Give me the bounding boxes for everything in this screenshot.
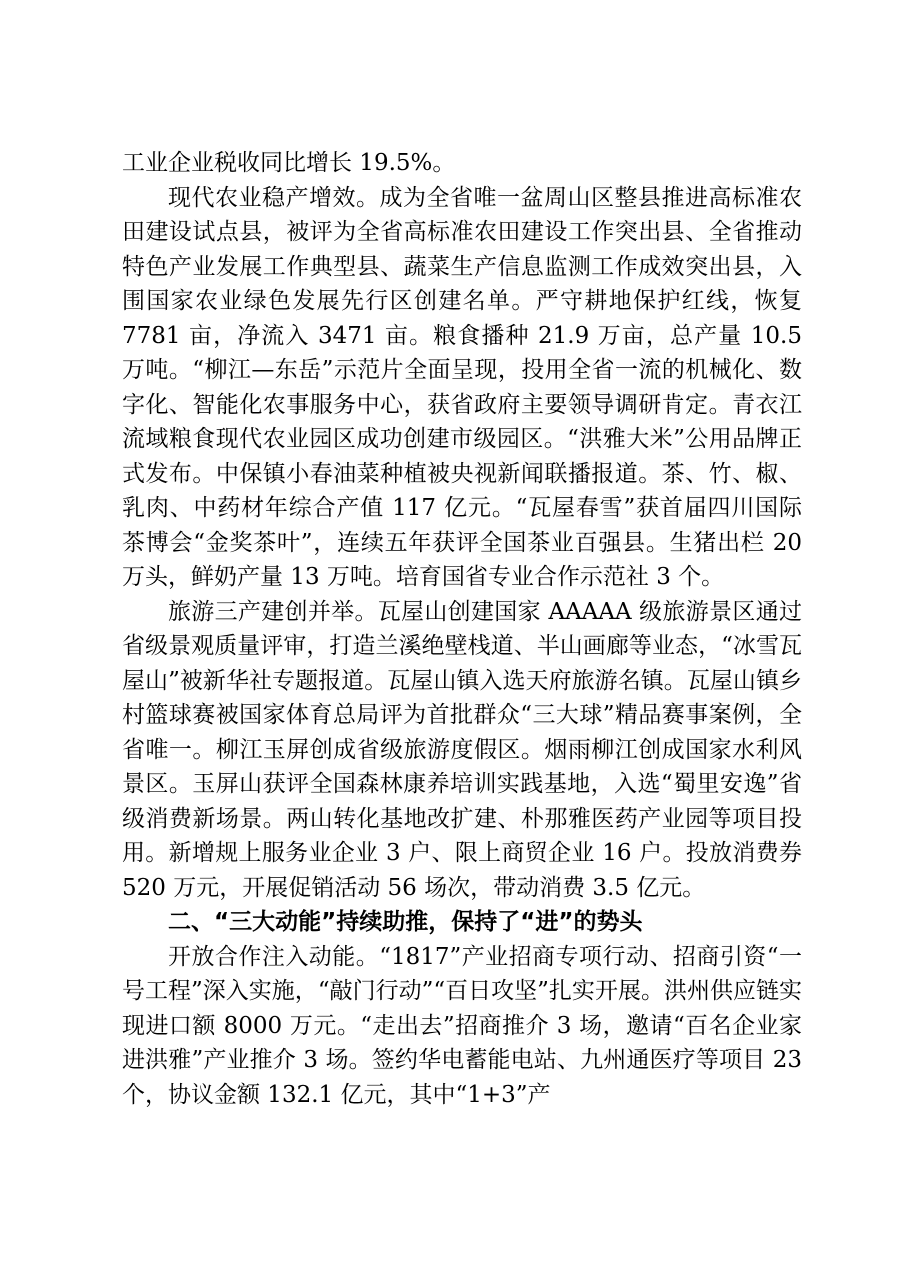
document-body [122, 146, 802, 1112]
paragraph-open-cooperation: 开放合作注入动能。“1817”产业招商专项行动、招商引资“一号工程”深入实施，“敲门行动”“百日攻坚”扎实开展。洪州供应链实现进口额 8000 万元。“走出去”招商推介 3 场，邀请“百名企业家进洪雅”产业推介 3 场。签约华电蓄能电站、九州通医疗等项目 23 个，协议金额 132.1 亿元，其中“1+3”产 [122, 943, 802, 1108]
section-heading: 二、“三大动能”持续助推，保持了“进”的势头 [168, 909, 643, 935]
paragraph-modern-agriculture: 现代农业稳产增效。成为全省唯一盆周山区整县推进高标准农田建设试点县，被评为全省高标准农田建设工作突出县、全省推动特色产业发展工作典型县、蔬菜生产信息监测工作成效突出县，入围国家农业绿色发展先行区创建名单。严守耕地保护红线，恢复 7781 亩，净流入 3471 亩。粮食播种 21.9 万亩，总产量 10.5 万吨。“柳江—东岳”示范片全面呈现，投用全省一流的机械化、数字化、智能化农事服务中心，获省政府主要领导调研肯定。青衣江流域粮食现代农业园区成功创建市级园区。“洪雅大米”公用品牌正式发布。中保镇小春油菜种植被央视新闻联播报道。茶、竹、椒、乳肉、中药材年综合产值 117 亿元。“瓦屋春雪”获首届四川国际茶博会“金奖茶叶”，连续五年获评全国茶业百强县。生猪出栏 20 万头，鲜奶产量 13 万吨。培育国省专业合作示范社 3 个。 [122, 184, 802, 590]
paragraph-continuation: 工业企业税收同比增长 19.5%。 [122, 150, 456, 176]
paragraph-tourism: 旅游三产建创并举。瓦屋山创建国家 AAAAA 级旅游景区通过省级景观质量评审，打造兰溪绝壁栈道、半山画廊等业态，“冰雪瓦屋山”被新华社专题报道。瓦屋山镇入选天府旅游名镇。瓦屋山镇乡村篮球赛被国家体育总局评为首批群众“三大球”精品赛事案例，全省唯一。柳江玉屏创成省级旅游度假区。烟雨柳江创成国家水利风景区。玉屏山获评全国森林康养培训实践基地，入选“蜀里安逸”省级消费新场景。两山转化基地改扩建、朴那雅医药产业园等项目投用。新增规上服务业企业 3 户、限上商贸企业 16 户。投放消费券 520 万元，开展促销活动 56 场次，带动消费 3.5 亿元。 [122, 598, 802, 901]
